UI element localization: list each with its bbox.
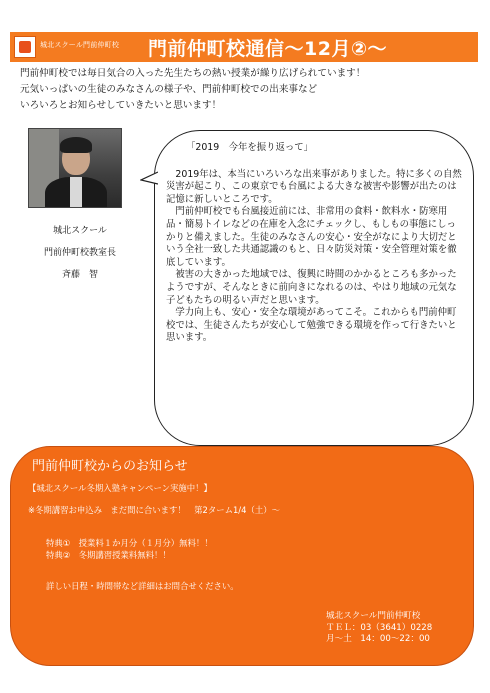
intro-line: 元気いっぱいの生徒のみなさんの様子や、門前仲町校での出来事など: [20, 84, 318, 95]
notice-details: 詳しい日程・時間帯など詳細はお問合せください。: [46, 581, 239, 591]
school-logo-icon: [14, 36, 36, 58]
intro-line: いろいろとお知らせしていきたいと思います！: [20, 100, 222, 111]
contact-hours: 月～土 14：00～22：00: [326, 634, 430, 644]
contact-tel: ＴＥＬ：03（3641）0228: [326, 622, 433, 633]
notice-title: 門前仲町校からのお知らせ: [32, 459, 188, 474]
author-position: 門前仲町校教室長: [43, 248, 116, 258]
author-info: [20, 220, 140, 286]
article: [166, 142, 462, 345]
article-paragraph: 門前仲町校でも台風接近前には、非常用の食料・飲料水・防寒用品・簡易トイレなどの在庫を入念にチェックし、もしもの事態にしっかりと備えました。生徒のみなさんの安心・安全がなにより大切だという全社一致した共通認識のもと、日々防災対策・安全管理対策を徹底しています。: [166, 206, 457, 268]
notice-campaign: 【城北スクール冬期入塾キャンペーン実施中！】: [28, 483, 212, 493]
notice-deadline: ※冬期講習お申込み まだ間に合います！ 第2ターム1/4（土）～: [28, 505, 280, 515]
article-paragraph: 2019年は、本当にいろいろな出来事がありました。特に多くの自然災害が起こり、この東京でも台風による大きな被害や影響が出たのは記憶に新しいところです。: [166, 168, 462, 205]
article-title: 「2019 今年を振り返って」: [186, 142, 313, 153]
author-name: 斉藤 智: [61, 270, 98, 280]
school-tag: 城北スクール門前仲町校: [40, 41, 120, 49]
author-school: 城北スクール: [53, 226, 107, 236]
contact-info: [326, 611, 432, 646]
article-paragraph: 被害の大きかった地域では、復興に時間のかかるところも多かったようですが、そんなときに前向きになれるのは、やはり地域の元気な子どもたちの明るい声だと思います。: [166, 269, 457, 306]
contact-school: 城北スクール門前仲町校: [326, 611, 421, 621]
notice-benefit-1: 特典① 授業料１か月分（１月分）無料！！: [46, 538, 213, 548]
portrait-photo-icon: [28, 128, 122, 208]
article-paragraph: 学力向上も、安心・安全な環境があってこそ。これからも門前仲町校では、生徒さんたちが安心して勉強できる環境を作って行きたいと思います。: [166, 307, 457, 344]
page-title: 門前仲町校通信～12月②～: [148, 38, 388, 60]
notice-benefit-2: 特典② 冬期講習授業料無料！！: [46, 550, 171, 560]
speech-bubble-tail-icon: [140, 170, 158, 188]
intro-text: [20, 66, 480, 114]
intro-line: 門前仲町校では毎日気合の入った先生たちの熱い授業が繰り広げられています！: [20, 68, 366, 79]
